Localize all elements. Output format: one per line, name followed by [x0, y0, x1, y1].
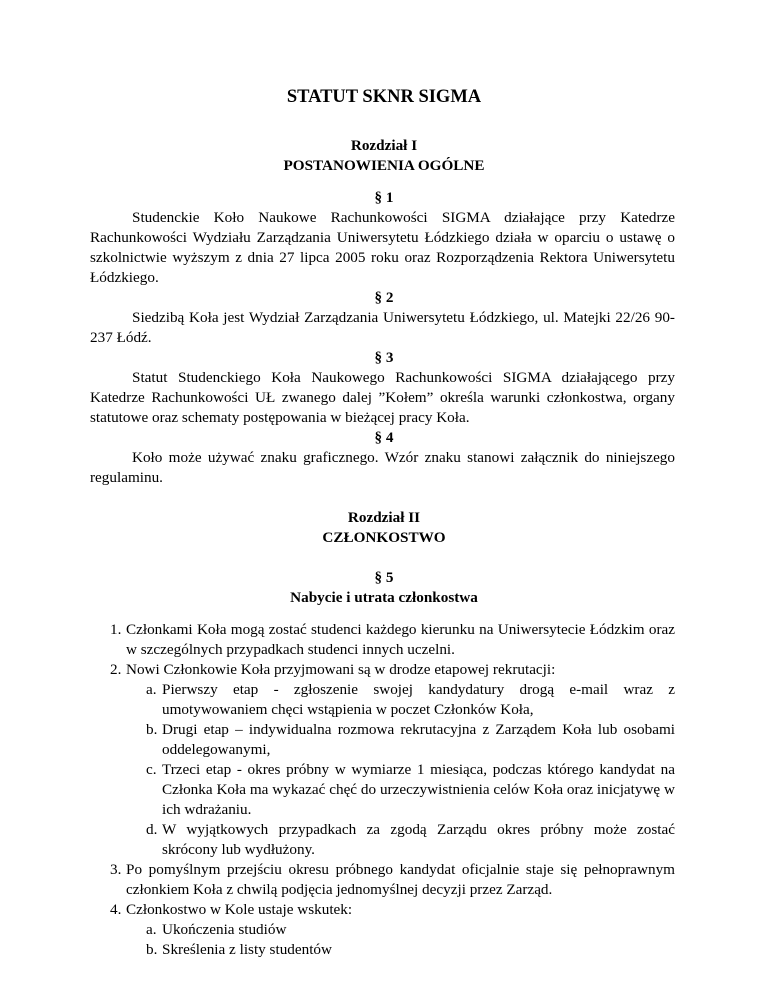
- chapter-2-heading: CZŁONKOSTWO: [322, 529, 446, 546]
- sub-item-letter: d.: [146, 821, 158, 838]
- sub-list-item: [90, 940, 675, 960]
- section-4-symbol: § 4: [374, 429, 394, 446]
- sub-item-text: W wyjątkowych przypadkach za zgodą Zarządu okres próbny może zostać skrócony lub wydłużony.: [162, 821, 675, 858]
- sub-item-text: Pierwszy etap - zgłoszenie swojej kandydatury drogą e-mail wraz z umotywowaniem chęci wstąpienia w poczet Członków Koła,: [162, 681, 675, 718]
- sub-item-letter: b.: [146, 941, 158, 958]
- section-1-text: Studenckie Koło Naukowe Rachunkowości SIGMA działające przy Katedrze Rachunkowości Wydziału Zarządzania Uniwersytetu Łódzkiego działa w oparciu o ustawę o szkolnictwie wyższym z dnia 27 lipca 2005 roku oraz Rozporządzenia Rektora Uniwersytetu Łódzkiego.: [90, 209, 675, 286]
- membership-list: [90, 620, 675, 960]
- list-item-text: Po pomyślnym przejściu okresu próbnego kandydat oficjalnie staje się pełnoprawnym członkiem Koła z chwilą podjęcia jednomyślnej decyzji przez Zarząd.: [126, 861, 675, 898]
- sub-list-item: [90, 820, 675, 860]
- sub-list-item: [90, 680, 675, 720]
- list-item-number: 1.: [110, 621, 122, 638]
- list-item-text: Członkami Koła mogą zostać studenci każdego kierunku na Uniwersytecie Łódzkim oraz w szczególnych przypadkach studenci innych uczelni.: [126, 621, 675, 658]
- sub-item-letter: a.: [146, 921, 157, 938]
- sub-item-text: Drugi etap – indywidualna rozmowa rekrutacyjna z Zarządem Koła lub osobami oddelegowanymi,: [162, 721, 675, 758]
- list-item: [90, 660, 675, 680]
- sub-list-item: [90, 760, 675, 820]
- section-3-symbol: § 3: [374, 349, 394, 366]
- sub-item-text: Ukończenia studiów: [162, 921, 287, 938]
- sub-item-letter: b.: [146, 721, 158, 738]
- list-item-text: Członkostwo w Kole ustaje wskutek:: [126, 901, 353, 918]
- list-item-number: 2.: [110, 661, 122, 678]
- sub-list-item: [90, 720, 675, 760]
- list-item: [90, 900, 675, 920]
- sub-item-letter: c.: [146, 761, 157, 778]
- list-item-text: Nowi Członkowie Koła przyjmowani są w drodze etapowej rekrutacji:: [126, 661, 556, 678]
- section-4-text: Koło może używać znaku graficznego. Wzór znaku stanowi załącznik do niniejszego regulaminu.: [90, 449, 675, 486]
- section-1-symbol: § 1: [374, 189, 394, 206]
- section-2-text: Siedzibą Koła jest Wydział Zarządzania Uniwersytetu Łódzkiego, ul. Matejki 22/26 90-237 Łódź.: [90, 309, 675, 346]
- list-item-number: 3.: [110, 861, 122, 878]
- chapter-1-heading: POSTANOWIENIA OGÓLNE: [283, 157, 485, 174]
- list-item: [90, 620, 675, 660]
- document-title: STATUT SKNR SIGMA: [286, 87, 482, 107]
- chapter-1-label: Rozdział I: [350, 137, 418, 154]
- sub-item-letter: a.: [146, 681, 157, 698]
- sub-item-text: Skreślenia z listy studentów: [162, 941, 332, 958]
- section-3-text: Statut Studenckiego Koła Naukowego Rachunkowości SIGMA działającego przy Katedrze Rachunkowości UŁ zwanego dalej ”Kołem” określa warunki członkostwa, organy statutowe oraz schematy postępowania w bieżącej pracy Koła.: [90, 369, 675, 426]
- section-5-symbol: § 5: [374, 569, 394, 586]
- sub-list-item: [90, 920, 675, 940]
- section-2-symbol: § 2: [374, 289, 394, 306]
- list-item-number: 4.: [110, 901, 122, 918]
- chapter-2-label: Rozdział II: [347, 509, 421, 526]
- list-item: [90, 860, 675, 900]
- sub-item-text: Trzeci etap - okres próbny w wymiarze 1 miesiąca, podczas którego kandydat na Członka Koła ma wykazać chęć do urzeczywistnienia celów Koła oraz inicjatywę w ich wdrażaniu.: [162, 761, 675, 818]
- section-5-subtitle: Nabycie i utrata członkostwa: [290, 589, 478, 606]
